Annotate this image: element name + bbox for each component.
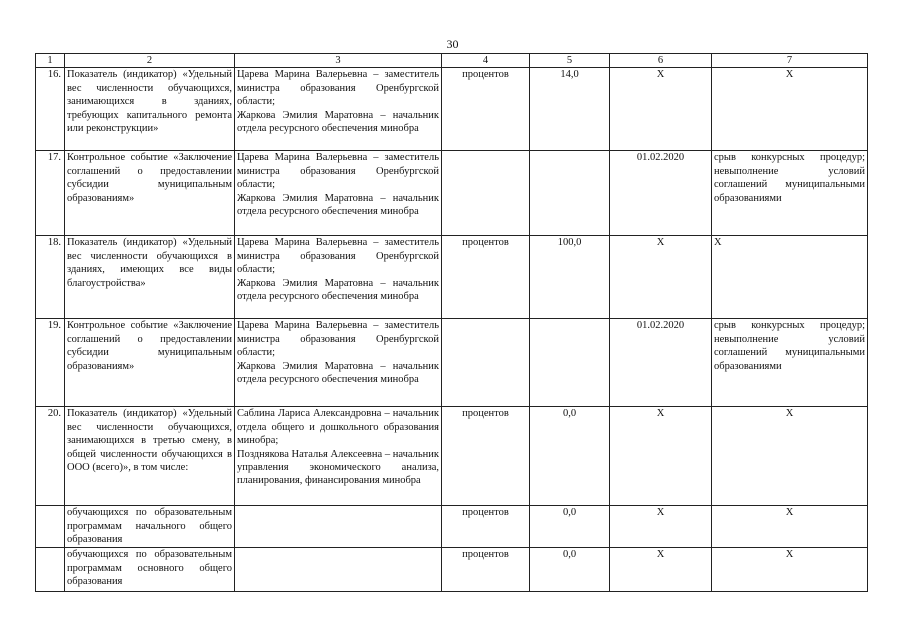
unit: процентов <box>442 506 530 548</box>
unit <box>442 319 530 407</box>
indicator-name: обучающихся по образовательным программам основного общего образования <box>65 548 235 592</box>
indicator-name: Показатель (индикатор) «Удельный вес численности обучающихся, занимающихся в зданиях, требующих капитального ремонта или реконструкции» <box>65 68 235 151</box>
note: Х <box>712 68 868 151</box>
value: 14,0 <box>530 68 610 151</box>
column-header: 5 <box>530 54 610 68</box>
date: Х <box>610 548 712 592</box>
responsible-persons: Царева Марина Валерьевна – заместитель министра образования Оренбургской области; Жаркова Эмилия Маратовна – начальник отдела ресурсного обеспечения минобра <box>235 68 442 151</box>
table-row <box>36 319 868 407</box>
note: Х <box>712 548 868 592</box>
unit: процентов <box>442 407 530 506</box>
column-number-row <box>36 54 868 68</box>
page-number: 30 <box>446 37 459 51</box>
note: срыв конкурсных процедур; невыполнение условий соглашений муниципальными образованиями <box>712 151 868 236</box>
column-header: 3 <box>235 54 442 68</box>
responsible-persons: Царева Марина Валерьевна – заместитель министра образования Оренбургской области; Жаркова Эмилия Маратовна – начальник отдела ресурсного обеспечения минобра <box>235 236 442 319</box>
value: 100,0 <box>530 236 610 319</box>
unit <box>442 151 530 236</box>
value: 0,0 <box>530 548 610 592</box>
responsible-persons <box>235 548 442 592</box>
column-header: 2 <box>65 54 235 68</box>
row-number: 20. <box>36 407 65 506</box>
responsible-persons <box>235 506 442 548</box>
indicator-name: Контрольное событие «Заключение соглашений о предоставлении субсидии муниципальным образованиям» <box>65 151 235 236</box>
table-row <box>36 68 868 151</box>
indicators-table <box>35 53 868 592</box>
table-row <box>36 407 868 506</box>
value <box>530 319 610 407</box>
table-row <box>36 506 868 548</box>
date: Х <box>610 506 712 548</box>
note: Х <box>712 236 868 319</box>
row-number: 18. <box>36 236 65 319</box>
table-row <box>36 236 868 319</box>
row-number: 19. <box>36 319 65 407</box>
indicator-name: обучающихся по образовательным программам начального общего образования <box>65 506 235 548</box>
indicator-name: Контрольное событие «Заключение соглашений о предоставлении субсидии муниципальным образованиям» <box>65 319 235 407</box>
note: Х <box>712 506 868 548</box>
unit: процентов <box>442 548 530 592</box>
date: Х <box>610 407 712 506</box>
indicator-name: Показатель (индикатор) «Удельный вес численности обучающихся, занимающихся в третью смену, в общей численности обучающихся в ООО (всего)», в том числе: <box>65 407 235 506</box>
column-header: 4 <box>442 54 530 68</box>
note: Х <box>712 407 868 506</box>
unit: процентов <box>442 68 530 151</box>
table-row <box>36 548 868 592</box>
column-header: 1 <box>36 54 65 68</box>
date: 01.02.2020 <box>610 319 712 407</box>
responsible-persons: Саблина Лариса Александровна – начальник отдела общего и дошкольного образования минобра; Позднякова Наталья Алексеевна – начальник управления экономического анализа, планирования, финансирования минобра <box>235 407 442 506</box>
row-number <box>36 506 65 548</box>
responsible-persons: Царева Марина Валерьевна – заместитель министра образования Оренбургской области; Жаркова Эмилия Маратовна – начальник отдела ресурсного обеспечения минобра <box>235 319 442 407</box>
column-header: 6 <box>610 54 712 68</box>
value <box>530 151 610 236</box>
table-row <box>36 151 868 236</box>
date: Х <box>610 236 712 319</box>
value: 0,0 <box>530 407 610 506</box>
indicator-name: Показатель (индикатор) «Удельный вес численности обучающихся в зданиях, имеющих все виды благоустройства» <box>65 236 235 319</box>
unit: процентов <box>442 236 530 319</box>
value: 0,0 <box>530 506 610 548</box>
row-number: 16. <box>36 68 65 151</box>
row-number: 17. <box>36 151 65 236</box>
date: Х <box>610 68 712 151</box>
note: срыв конкурсных процедур; невыполнение условий соглашений муниципальными образованиями <box>712 319 868 407</box>
date: 01.02.2020 <box>610 151 712 236</box>
column-header: 7 <box>712 54 868 68</box>
responsible-persons: Царева Марина Валерьевна – заместитель министра образования Оренбургской области; Жаркова Эмилия Маратовна – начальник отдела ресурсного обеспечения минобра <box>235 151 442 236</box>
row-number <box>36 548 65 592</box>
